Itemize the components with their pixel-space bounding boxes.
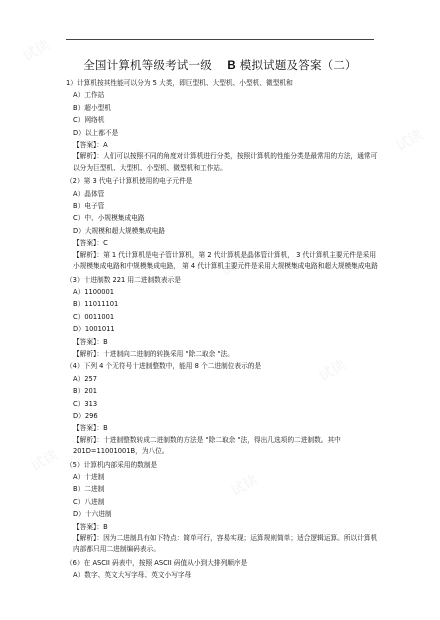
option: D）以上都不是 [73, 128, 119, 137]
option: D）十六进制 [73, 510, 112, 519]
option: C）313 [73, 399, 98, 408]
answer: 【答案】：B [73, 522, 108, 531]
header-rule [66, 39, 374, 40]
answer: 【答案】：C [73, 239, 108, 248]
question-text: 1）计算机按其性能可以分为 5 大类，即巨型机、大型机、小型机、微型机和 [66, 79, 293, 87]
option: B）201 [73, 387, 98, 396]
analysis: 【解析】：因为二进制具有如下特点：简单可行，容易实现；运算规则简单；适合逻辑运算。所以计算机内部都只用二进制编码表示。 [73, 534, 378, 554]
answer: 【答案】：A [73, 141, 108, 150]
option: B）二进制 [73, 485, 105, 494]
analysis: 【解析】：十进制向二进制的转换采用 "除二取余 "法。 [73, 349, 234, 358]
title-prefix: 全国计算机等级考试一级 [83, 58, 212, 72]
analysis: 【解析】：十进制整数转成二进制数的方法是 "除二取余 "法，得出几选项的二进制数。其中 201D=11001001B，为八位。 [73, 435, 341, 456]
question-text: （3）十进制数 221 用二进制数表示是 [66, 275, 181, 284]
answer: 【答案】：B [73, 337, 108, 346]
page-title [0, 57, 440, 73]
question-text: （6）在 ASCII 码表中，按照 ASCII 码值从小到大排列顺序是 [66, 558, 248, 567]
option: D）大规模和超大规模集成电路 [73, 226, 166, 235]
option: B）11011101 [73, 300, 119, 309]
answer: 【答案】：B [73, 424, 108, 433]
option: A）数字、英文大写字母、英文小写字母 [73, 571, 192, 580]
option: A）257 [73, 374, 98, 383]
watermark: 试读 [228, 471, 261, 500]
option: D）296 [73, 411, 98, 420]
question-list [66, 77, 378, 582]
analysis: 【解析】：第 1 代计算机是电子管计算机，第 2 代计算机是晶体管计算机， 3 代计算机主要元件是采用小规模集成电路和中规模集成电路， 第 4 代计算机主要元件是采用大规模集成电路和超大规模集成电路 [73, 250, 378, 271]
watermark: 试读 [126, 556, 159, 585]
option: B）电子管 [73, 202, 105, 211]
option: C）八进制 [73, 497, 105, 506]
title-b: B [227, 60, 236, 72]
option: A）工作站 [73, 91, 105, 100]
watermark: 试读 [20, 36, 53, 65]
option: A）1100001 [73, 287, 115, 296]
option: D）1001011 [73, 325, 115, 334]
question-text: （4）下列 4 个无符号十进制整数中，能用 8 个二进制位表示的是 [66, 362, 262, 371]
analysis: 【解析】：人们可以按照不同的角度对计算机进行分类，按照计算机的性能分类是最常用的方法，通常可以分为巨型机、大型机、小型机、微型机和工作站。 [73, 152, 378, 172]
watermark: 试读 [28, 446, 61, 475]
question-text: （2）第 3 代电子计算机使用的电子元件是 [66, 177, 193, 186]
option: C）中、小规模集成电路 [73, 214, 145, 223]
option: A）十进制 [73, 473, 105, 481]
option: C）网络机 [73, 116, 105, 125]
option: B）超小型机 [73, 103, 112, 112]
title-suffix: 模拟试题及答案（二） [239, 58, 357, 72]
option: C）0011001 [73, 312, 115, 321]
option: A）晶体管 [73, 189, 105, 198]
watermark: 试读 [316, 356, 349, 385]
watermark: 试读 [393, 126, 426, 155]
question-text: （5）计算机内部采用的数制是 [66, 460, 158, 469]
watermark: 试读 [218, 251, 251, 280]
watermark: 试读 [116, 146, 149, 175]
